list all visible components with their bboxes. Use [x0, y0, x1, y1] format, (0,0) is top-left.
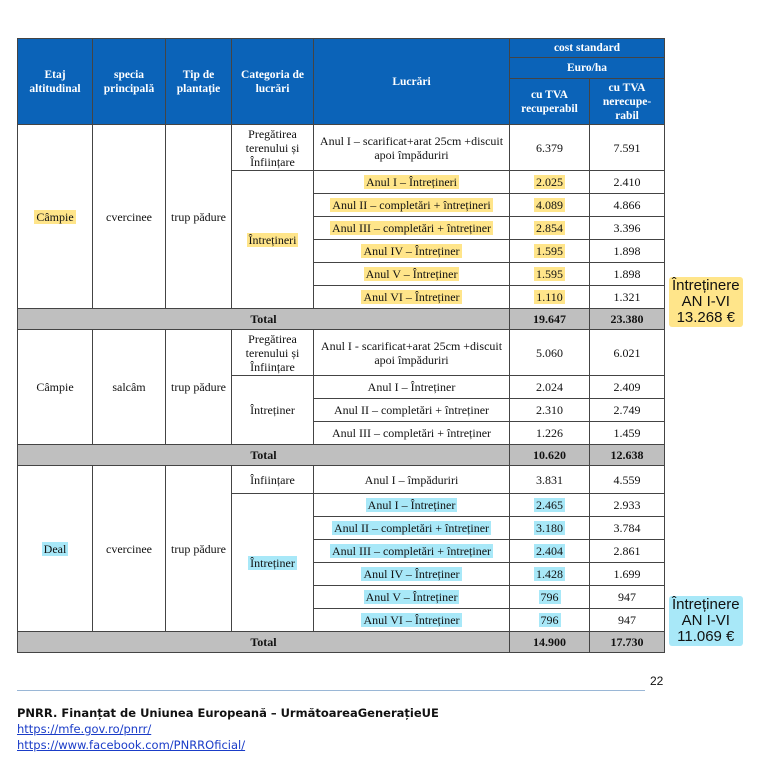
total-row: [18, 632, 665, 653]
work-cell: Anul IV – Întreținer: [314, 240, 510, 263]
footer: [17, 705, 439, 753]
specia-cell: cvercinee: [93, 125, 166, 309]
footer-title: PNRR. Finanțat de Uniunea Europeană – UrmătoareaGenerațieUE: [17, 706, 439, 720]
value-recup-cell: 796: [510, 609, 590, 632]
footer-divider: [17, 690, 645, 691]
tip-cell: trup pădure: [166, 125, 232, 309]
value-nerecup-cell: 947: [590, 609, 665, 632]
value-recup-cell: 796: [510, 586, 590, 609]
header-cu-tva-nerecuperabil: cu TVA nerecupe-rabil: [590, 79, 665, 125]
total-recup: 10.620: [510, 445, 590, 466]
etaj-cell: Câmpie: [18, 330, 93, 445]
total-nerecup: 12.638: [590, 445, 665, 466]
header-categoria: Categoria de lucrări: [232, 39, 314, 125]
value-nerecup-cell: 4.866: [590, 194, 665, 217]
work-cell: Anul I – scarificat+arat 25cm +discuit apoi împăduriri: [314, 125, 510, 171]
value-nerecup-cell: 1.898: [590, 240, 665, 263]
value-nerecup-cell: 4.559: [590, 466, 665, 494]
work-cell: Anul I – Întrețineri: [314, 171, 510, 194]
value-recup-cell: 2.854: [510, 217, 590, 240]
header-etaj: Etaj altitudinal: [18, 39, 93, 125]
header-euro-ha: Euro/ha: [510, 58, 665, 79]
annotation-line: Întreținere: [672, 277, 740, 294]
etaj-cell: Câmpie: [18, 125, 93, 309]
total-label: Total: [18, 445, 510, 466]
value-nerecup-cell: 1.898: [590, 263, 665, 286]
header-specia: specia principală: [93, 39, 166, 125]
category-cell: Întreținer: [232, 494, 314, 632]
specia-cell: salcâm: [93, 330, 166, 445]
category-cell: Înființare: [232, 466, 314, 494]
annotation-line: AN I-VI: [681, 612, 730, 629]
total-recup: 14.900: [510, 632, 590, 653]
work-cell: Anul V – Întreținer: [314, 263, 510, 286]
total-label: Total: [18, 309, 510, 330]
footer-link-facebook[interactable]: https://www.facebook.com/PNRROficial/: [17, 738, 246, 752]
value-recup-cell: 1.226: [510, 422, 590, 445]
work-cell: Anul IV – Întreținer: [314, 563, 510, 586]
value-nerecup-cell: 7.591: [590, 125, 665, 171]
value-recup-cell: 5.060: [510, 330, 590, 376]
work-cell: Anul II – completări + întreținer: [314, 517, 510, 540]
value-nerecup-cell: 6.021: [590, 330, 665, 376]
value-nerecup-cell: 2.409: [590, 376, 665, 399]
total-nerecup: 17.730: [590, 632, 665, 653]
annotation-campie: [669, 277, 743, 327]
work-cell: Anul V – Întreținer: [314, 586, 510, 609]
annotation-line: 11.069 €: [677, 628, 735, 645]
category-cell: Pregătirea terenului și Înființare: [232, 330, 314, 376]
work-cell: Anul VI – Întreținer: [314, 286, 510, 309]
annotation-deal: [669, 596, 743, 646]
total-label: Total: [18, 632, 510, 653]
work-cell: Anul III – completări + întreținer: [314, 217, 510, 240]
value-nerecup-cell: 1.459: [590, 422, 665, 445]
value-nerecup-cell: 1.699: [590, 563, 665, 586]
value-recup-cell: 2.310: [510, 399, 590, 422]
annotation-line: Întreținere: [672, 596, 740, 613]
value-nerecup-cell: 2.861: [590, 540, 665, 563]
header-lucrari: Lucrări: [314, 39, 510, 125]
value-recup-cell: 4.089: [510, 194, 590, 217]
tip-cell: trup pădure: [166, 330, 232, 445]
cost-table: [17, 38, 665, 653]
total-row: [18, 309, 665, 330]
value-recup-cell: 1.595: [510, 240, 590, 263]
value-recup-cell: 2.404: [510, 540, 590, 563]
total-recup: 19.647: [510, 309, 590, 330]
work-cell: Anul VI – Întreținer: [314, 609, 510, 632]
value-recup-cell: 1.110: [510, 286, 590, 309]
value-recup-cell: 2.465: [510, 494, 590, 517]
work-cell: Anul I – Întreținer: [314, 376, 510, 399]
value-nerecup-cell: 2.749: [590, 399, 665, 422]
value-recup-cell: 6.379: [510, 125, 590, 171]
value-nerecup-cell: 3.784: [590, 517, 665, 540]
page-number: 22: [650, 674, 664, 688]
total-nerecup: 23.380: [590, 309, 665, 330]
work-cell: Anul III – completări + întreținer: [314, 422, 510, 445]
specia-cell: cvercinee: [93, 466, 166, 632]
etaj-cell: Deal: [18, 466, 93, 632]
work-cell: Anul III – completări + întreținer: [314, 540, 510, 563]
category-cell: Întrețineri: [232, 171, 314, 309]
value-recup-cell: 1.428: [510, 563, 590, 586]
value-nerecup-cell: 2.410: [590, 171, 665, 194]
work-cell: Anul I - scarificat+arat 25cm +discuit apoi împăduriri: [314, 330, 510, 376]
value-recup-cell: 1.595: [510, 263, 590, 286]
value-recup-cell: 2.025: [510, 171, 590, 194]
header-tip: Tip de plantație: [166, 39, 232, 125]
annotation-line: AN I-VI: [681, 293, 730, 310]
work-cell: Anul I – Întreținer: [314, 494, 510, 517]
value-recup-cell: 3.831: [510, 466, 590, 494]
value-nerecup-cell: 1.321: [590, 286, 665, 309]
footer-link-mfe[interactable]: https://mfe.gov.ro/pnrr/: [17, 722, 152, 736]
work-cell: Anul II – completări + întreținer: [314, 399, 510, 422]
header-cu-tva-recuperabil: cu TVA recuperabil: [510, 79, 590, 125]
category-cell: Întreținer: [232, 376, 314, 445]
work-cell: Anul II – completări + întrețineri: [314, 194, 510, 217]
value-nerecup-cell: 3.396: [590, 217, 665, 240]
work-cell: Anul I – împăduriri: [314, 466, 510, 494]
total-row: [18, 445, 665, 466]
value-nerecup-cell: 947: [590, 586, 665, 609]
header-cost-standard: cost standard: [510, 39, 665, 58]
value-recup-cell: 3.180: [510, 517, 590, 540]
value-recup-cell: 2.024: [510, 376, 590, 399]
annotation-line: 13.268 €: [676, 309, 735, 326]
tip-cell: trup pădure: [166, 466, 232, 632]
category-cell: Pregătirea terenului și Înființare: [232, 125, 314, 171]
value-nerecup-cell: 2.933: [590, 494, 665, 517]
